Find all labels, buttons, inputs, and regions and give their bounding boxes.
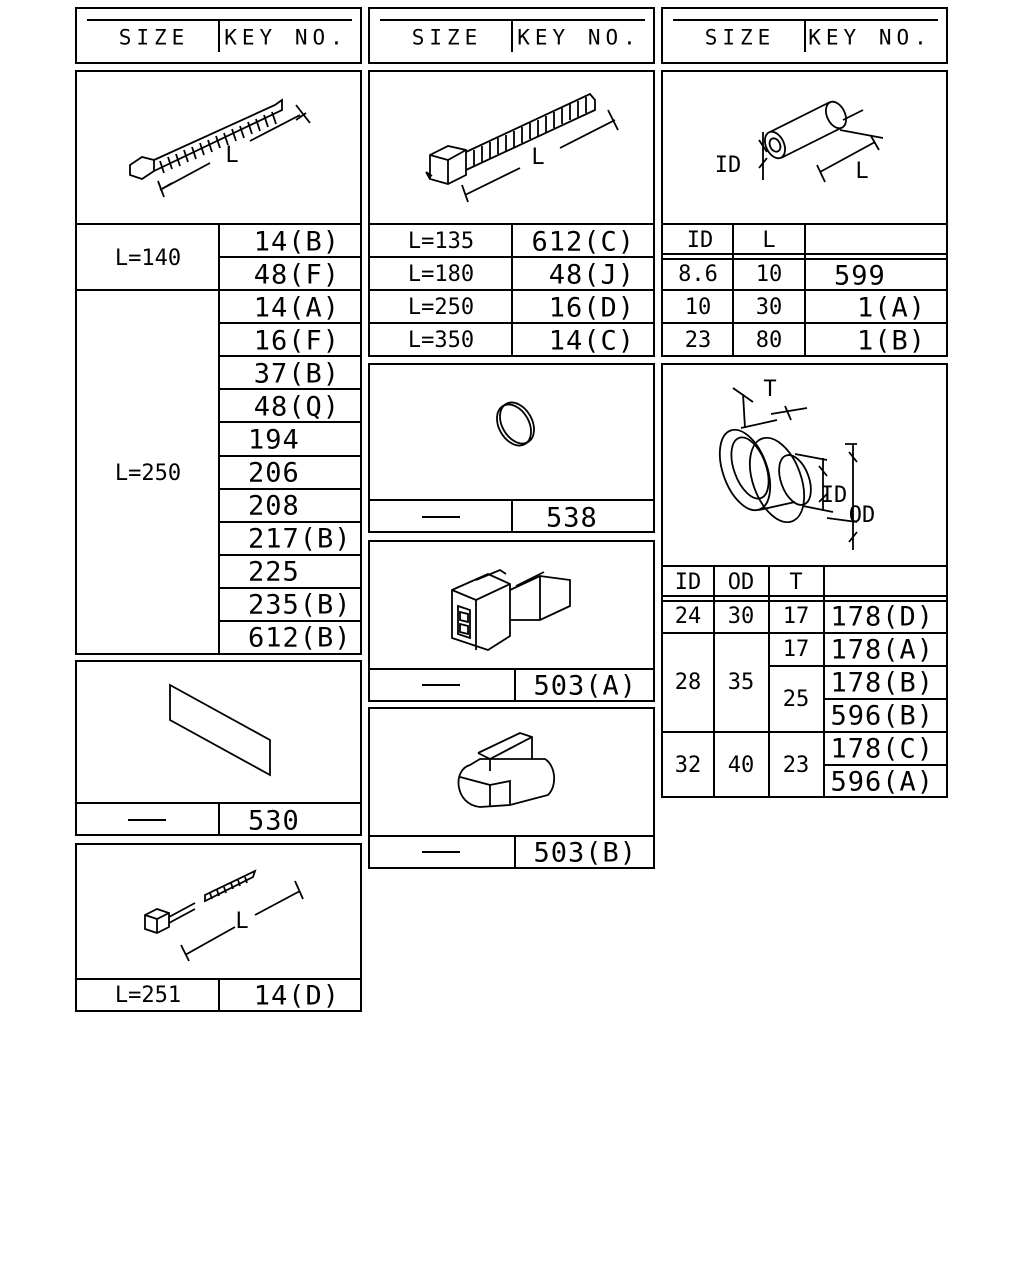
column-head-l: L xyxy=(762,228,776,253)
tube-illustration xyxy=(745,90,895,190)
key-cell: 612(B) xyxy=(248,622,352,654)
key-cell: 14(B) xyxy=(253,226,340,258)
key-cell: 235(B) xyxy=(248,589,352,621)
grommet-od-cell: 35 xyxy=(727,670,755,695)
header-key-label: KEY NO. xyxy=(517,25,641,50)
tube-l-cell: 80 xyxy=(755,328,783,353)
size-cell: L=180 xyxy=(407,262,475,287)
grommet-od-cell: 40 xyxy=(727,753,755,778)
grommet-id-cell: 32 xyxy=(674,753,702,778)
key-cell: 206 xyxy=(248,457,300,489)
column-head-id: ID xyxy=(674,570,702,595)
key-cell: 1(A) xyxy=(856,292,926,324)
band-clip-wide-illustration xyxy=(420,80,630,205)
key-cell: 178(D) xyxy=(830,601,934,633)
header-size-label: SIZE xyxy=(118,25,190,50)
tube-l-cell: 10 xyxy=(755,262,783,287)
size-dash xyxy=(128,819,166,821)
grommet-t-cell: 17 xyxy=(782,637,810,662)
grommet-od-cell: 30 xyxy=(727,604,755,629)
grommet-t-cell: 17 xyxy=(782,604,810,629)
size-dash xyxy=(422,851,460,853)
dimension-L-label: L xyxy=(531,145,545,170)
size-cell: L=250 xyxy=(114,461,182,486)
key-cell: 596(A) xyxy=(830,766,934,798)
band-clip-long-illustration xyxy=(120,85,320,210)
key-cell: 14(D) xyxy=(253,980,340,1012)
key-cell: 503(B) xyxy=(533,837,637,869)
key-cell: 48(J) xyxy=(548,259,635,291)
key-cell: 14(C) xyxy=(548,325,635,357)
size-cell: L=350 xyxy=(407,328,475,353)
key-cell: 37(B) xyxy=(253,358,340,390)
size-cell: L=135 xyxy=(407,229,475,254)
size-cell: L=140 xyxy=(114,246,182,271)
grommet-id-cell: 24 xyxy=(674,604,702,629)
disc-illustration xyxy=(490,400,540,450)
key-cell: 225 xyxy=(248,556,300,588)
tube-id-cell: 23 xyxy=(684,328,712,353)
size-dash xyxy=(422,684,460,686)
key-cell: 178(A) xyxy=(830,634,934,666)
column-head-od: OD xyxy=(727,570,755,595)
size-cell: L=251 xyxy=(114,983,182,1008)
header-key-label: KEY NO. xyxy=(808,25,932,50)
key-cell: 1(B) xyxy=(856,325,926,357)
header-size-label: SIZE xyxy=(411,25,483,50)
column-head-t: T xyxy=(789,570,803,595)
key-cell: 14(A) xyxy=(253,292,340,324)
dimension-L-label: L xyxy=(235,909,249,934)
grommet-t-cell: 25 xyxy=(782,687,810,712)
key-cell: 217(B) xyxy=(248,523,352,555)
tube-id-cell: 10 xyxy=(684,295,712,320)
key-cell: 178(C) xyxy=(830,733,934,765)
header-size-label: SIZE xyxy=(704,25,776,50)
connector-a-illustration xyxy=(440,550,580,660)
key-cell: 538 xyxy=(546,502,598,534)
tube-id-cell: 8.6 xyxy=(678,262,718,287)
dimension-L-label: L xyxy=(855,159,869,184)
size-dash xyxy=(422,516,460,518)
connector-b-illustration xyxy=(450,725,565,825)
key-cell: 208 xyxy=(248,490,300,522)
dimension-OD-label: OD xyxy=(848,503,876,528)
dimension-ID-label: ID xyxy=(820,483,848,508)
key-cell: 48(F) xyxy=(253,259,340,291)
sheet-illustration xyxy=(165,680,275,780)
key-cell: 16(F) xyxy=(253,325,340,357)
band-clip-short-illustration xyxy=(135,855,315,965)
key-cell: 178(B) xyxy=(830,667,934,699)
key-cell: 503(A) xyxy=(533,670,637,702)
grommet-id-cell: 28 xyxy=(674,670,702,695)
grommet-t-cell: 23 xyxy=(782,753,810,778)
key-cell: 16(D) xyxy=(548,292,635,324)
key-cell: 599 xyxy=(834,260,886,292)
key-cell: 194 xyxy=(248,424,300,456)
size-cell: L=250 xyxy=(407,295,475,320)
key-cell: 612(C) xyxy=(531,226,635,258)
dimension-ID-label: ID xyxy=(714,153,742,178)
dimension-T-label: T xyxy=(763,377,777,402)
key-cell: 48(Q) xyxy=(253,391,340,423)
tube-l-cell: 30 xyxy=(755,295,783,320)
header-key-label: KEY NO. xyxy=(224,25,348,50)
key-cell: 596(B) xyxy=(830,700,934,732)
key-cell: 530 xyxy=(248,805,300,837)
column-head-id: ID xyxy=(686,228,714,253)
grommet-illustration xyxy=(715,377,875,555)
dimension-L-label: L xyxy=(225,143,239,168)
